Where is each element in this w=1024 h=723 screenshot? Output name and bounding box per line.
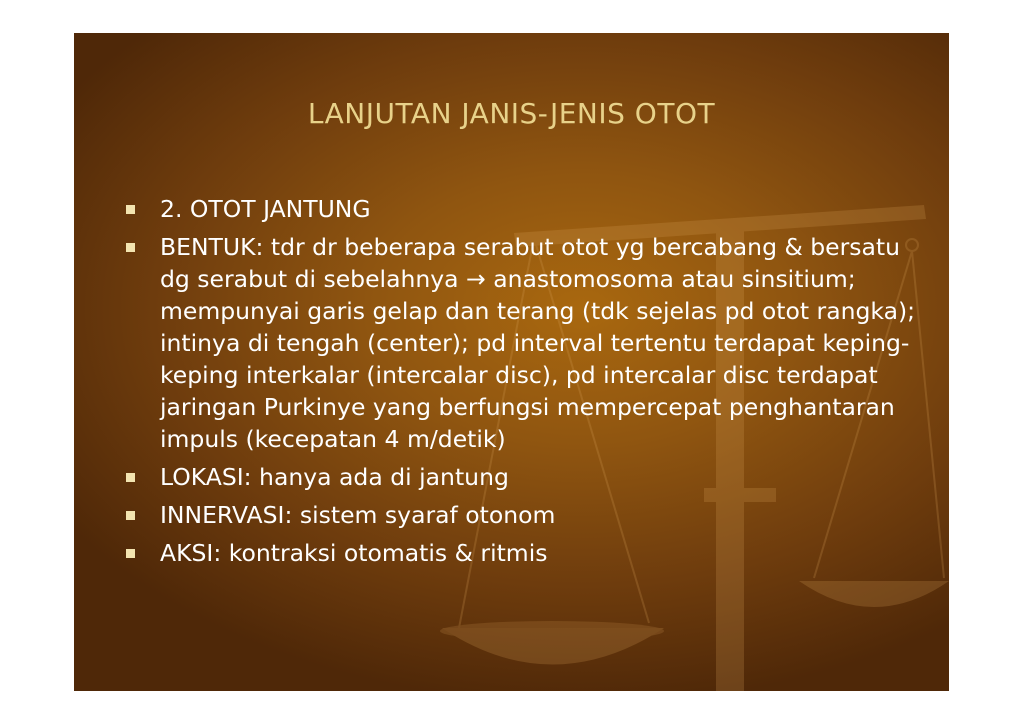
bullet-text: 2. OTOT JANTUNG (160, 195, 371, 223)
square-bullet-icon (126, 473, 135, 482)
list-item (122, 231, 922, 455)
bullet-text: AKSI: kontraksi otomatis & ritmis (160, 539, 548, 567)
bullet-text: INNERVASI: sistem syaraf otonom (160, 501, 556, 529)
square-bullet-icon (126, 549, 135, 558)
list-item (122, 537, 922, 569)
list-item (122, 193, 922, 225)
bullet-text: BENTUK: tdr dr beberapa serabut otot yg bercabang & bersatu dg serabut di sebelahnya → anastomosoma atau sinsitium; mempunyai garis gelap dan terang (tdk sejelas pd otot rangka); intinya di tengah (center); pd interval tertentu terdapat keping-keping interkalar (intercalar disc), pd intercalar disc terdapat jaringan Purkinye yang berfungsi mempercepat penghantaran impuls (kecepatan 4 m/detik) (160, 233, 916, 453)
square-bullet-icon (126, 511, 135, 520)
slide-title: LANJUTAN JANIS-JENIS OTOT (307, 97, 716, 130)
bullet-text: LOKASI: hanya ada di jantung (160, 463, 509, 491)
square-bullet-icon (126, 205, 135, 214)
bullet-list (122, 193, 922, 575)
square-bullet-icon (126, 243, 135, 252)
list-item (122, 461, 922, 493)
list-item (122, 499, 922, 531)
slide (74, 33, 949, 691)
